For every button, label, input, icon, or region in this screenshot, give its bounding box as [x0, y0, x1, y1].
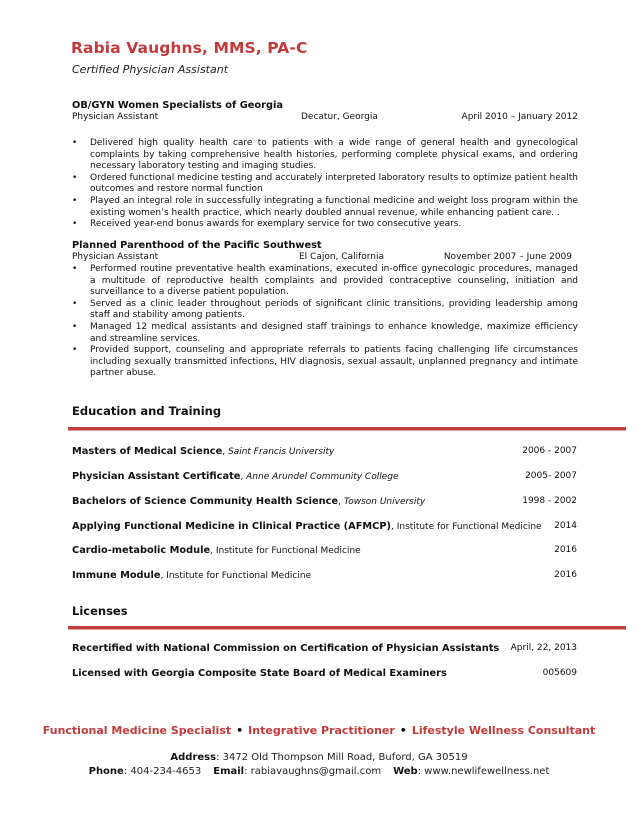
institution: Saint Francis University [227, 447, 335, 457]
institution: Institute for Functional Medicine [396, 522, 542, 532]
job-bullet: • Performed routine preventative health examinations, executed in-office gynecologic procedures, managed a multitude of reproductive health complaints and provided contraceptive counseling, initiation and surveillance to a diverse patient population. [72, 264, 578, 299]
job-bullet: • Provided support, counseling and appropriate referrals to patients facing challenging life circumstances including sexually transmitted infections, HIV diagnosis, sexual assault, unplanned pregnancy and intimate partner abuse. [72, 345, 578, 380]
separator: , [338, 497, 344, 507]
education-years: 1998 - 2002 [522, 496, 577, 506]
education-years: 2005- 2007 [525, 471, 577, 481]
phone-label: Phone [88, 766, 124, 777]
education-years: 2016 [554, 570, 577, 580]
education-row [72, 570, 577, 581]
job-location: El Cajon, California [299, 252, 385, 262]
tagline-item: Integrative Practitioner [248, 724, 395, 737]
job-role: Physician Assistant [72, 252, 159, 262]
address-label: Address [170, 752, 217, 763]
separator: , [222, 447, 228, 457]
job-bullet: • Received year-end bonus awards for exemplary service for two consecutive years. [72, 219, 578, 231]
bullet-separator: • [399, 724, 407, 737]
contact-address: Address: 3472 Old Thompson Mill Road, Buford, GA 30519 [170, 752, 468, 763]
tagline-item: Functional Medicine Specialist [42, 724, 232, 737]
degree-name: Cardio-metabolic Module [72, 545, 211, 556]
web-link[interactable]: www.newlifewellness.net [424, 766, 550, 777]
candidate-title: Certified Physician Assistant [72, 63, 229, 76]
degree-name: Applying Functional Medicine in Clinical Practice (AFMCP) [72, 521, 392, 532]
separator: , [240, 472, 247, 482]
education-row [72, 446, 577, 457]
address-value: 3472 Old Thompson Mill Road, Buford, GA 30519 [222, 752, 468, 763]
licenses-heading: Licenses [72, 604, 128, 618]
separator: , [391, 522, 397, 532]
email-label: Email [213, 766, 245, 777]
degree-name: Immune Module [72, 570, 161, 581]
job-entry-2 [72, 240, 578, 380]
education-row [72, 496, 577, 507]
education-row [72, 521, 577, 532]
email-link[interactable]: rabiavaughns@gmail.com [250, 766, 382, 777]
web-label: Web [393, 766, 418, 777]
education-years: 2006 - 2007 [522, 446, 577, 456]
education-years: 2016 [554, 545, 577, 555]
phone-value: 404-234-4653 [130, 766, 202, 777]
education-row [72, 471, 577, 482]
job-bullets [72, 138, 578, 231]
job-dates: April 2010 – January 2012 [461, 112, 578, 122]
job-bullets [72, 264, 578, 380]
job-meta [72, 112, 578, 124]
job-bullet: • Ordered functional medicine testing and accurately interpreted laboratory results to optimize patient health outcomes and restore normal function [72, 173, 578, 196]
degree-name: Bachelors of Science Community Health Science [72, 496, 339, 507]
institution: Institute for Functional Medicine [215, 546, 361, 556]
license-row [72, 668, 577, 679]
job-employer: Planned Parenthood of the Pacific Southwest [72, 240, 322, 251]
degree-name: Masters of Medical Science [72, 446, 223, 457]
licenses-divider [68, 626, 626, 630]
candidate-name: Rabia Vaughns, MMS, PA-C [71, 39, 308, 57]
job-meta [72, 252, 578, 264]
job-employer: OB/GYN Women Specialists of Georgia [72, 100, 283, 111]
tagline-item: Lifestyle Wellness Consultant [411, 724, 596, 737]
degree-name: Physician Assistant Certificate [72, 471, 241, 482]
license-value: 005609 [542, 668, 577, 678]
job-entry-1 [72, 100, 578, 231]
separator: , [210, 546, 216, 556]
bullet-separator: • [236, 724, 244, 737]
job-bullet: • Served as a clinic leader throughout periods of significant clinic transitions, providing leadership among staff and stability among patients. [72, 299, 578, 322]
license-name: Recertified with National Commission on Certification of Physician Assistants [72, 643, 500, 654]
job-bullet: • Played an integral role in successfully integrating a functional medicine and weight loss program within the existing women’s health practice, which nearly doubled annual revenue, while enhancing patient care. . [72, 196, 578, 219]
license-name: Licensed with Georgia Composite State Board of Medical Examiners [72, 668, 447, 679]
job-bullet: • Managed 12 medical assistants and designed staff trainings to enhance knowledge, maximize efficiency and streamline services. [72, 322, 578, 345]
education-row [72, 545, 577, 556]
license-value: April, 22, 2013 [510, 643, 577, 653]
institution: Anne Arundel Community College [246, 472, 399, 482]
specialty-tagline [0, 724, 638, 737]
institution: Institute for Functional Medicine [166, 571, 312, 581]
license-row [72, 643, 577, 654]
institution: Towson University [343, 497, 426, 507]
education-divider [68, 427, 626, 431]
education-years: 2014 [554, 521, 577, 531]
education-heading: Education and Training [72, 404, 222, 418]
job-location: Decatur, Georgia [301, 112, 378, 122]
job-dates: November 2007 – June 2009 [443, 252, 572, 262]
job-role: Physician Assistant [72, 112, 159, 122]
separator: , [160, 571, 167, 581]
job-bullet: • Delivered high quality health care to patients with a wide range of general health and gynecological complaints by taking comprehensive health histories, performing complete physical exams, and ordering necessary laboratory testing and imaging studies. [72, 138, 578, 173]
contact-line: Phone: 404-234-4653 Email: rabiavaughns@gmail.com Web: www.newlifewellness.net [88, 766, 550, 777]
